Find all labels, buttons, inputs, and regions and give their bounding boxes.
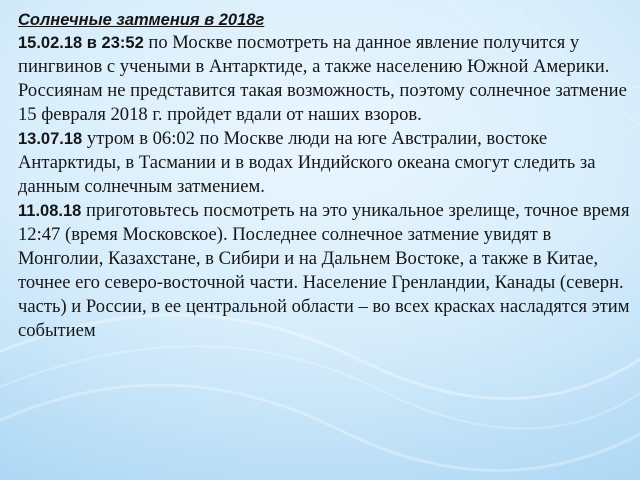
eclipse-text-1: по Москве посмотреть на данное явление получится у пингвинов с учеными в Антарктиде, а также населению Южной Америки. Россиянам не представится такая возможность, поэтому солнечное затмение 15 февраля 2018 г. пройдет вдали от наших взоров. [18,32,627,125]
slide-title: Солнечные затмения в 2018г [18,11,265,29]
eclipse-entry-2 [18,127,632,199]
eclipse-text-2: утром в 06:02 по Москве люди на юге Австралии, востоке Антарктиды, в Тасмании и в водах Индийского океана смогут следить за данным солнечным затмением. [18,128,596,197]
eclipse-entry-3 [18,199,632,343]
eclipse-text-3: приготовьтесь посмотреть на это уникальное зрелище, точное время 12:47 (время Московское). Последнее солнечное затмение увидят в Монголии, Казахстане, в Сибири и на Дальнем Востоке, а также в Китае, точнее его северо-восточной части. Население Гренландии, Канады (северн. часть) и России, в ее центральной области – во всех красках насладятся этим событием [18,200,630,341]
eclipse-date-1: 15.02.18 в 23:52 [18,34,144,52]
eclipse-entry-1 [18,31,632,127]
slide-content [18,9,632,343]
eclipse-date-3: 11.08.18 [18,202,82,220]
eclipse-date-2: 13.07.18 [18,130,83,148]
